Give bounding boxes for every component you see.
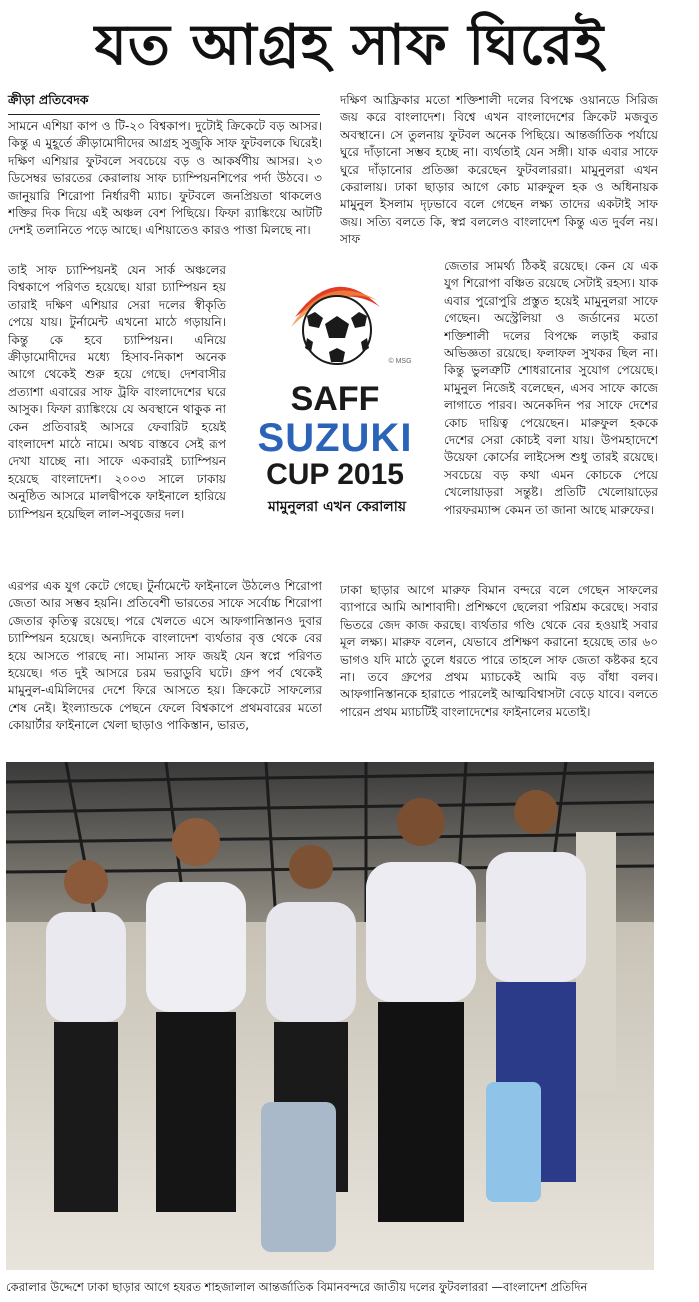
- article-column-right-top: [340, 92, 658, 254]
- byline: ক্রীড়া প্রতিবেদক: [8, 92, 320, 115]
- logo-badge: © MSG: [388, 358, 412, 365]
- football-logo-icon: [285, 272, 385, 372]
- article-column-left-bottom: [8, 578, 322, 750]
- paragraph: সামনে এশিয়া কাপ ও টি-২০ বিশ্বকাপ। দুটোই ক্রিকেটে বড় আসর। কিন্তু এ মুহূর্তে ক্রীড়ামোদীদের আগ্রহ সুজুকি সাফ ফুটবলকে ঘিরেই। দক্ষিণ এশিয়ার ফুটবলে সবচেয়ে বড় ও আকর্ষণীয় আসর। ২৩ ডিসেম্বর ভারতের কেরালায় সাফ চ্যাম্পিয়নশিপের পর্দা উঠবে। ৩ জানুয়ারি শিরোপা নির্ধারণী ম্যাচ। ফুটবলে জনপ্রিয়তা থাকলেও শক্তির দিক দিয়ে এই অঞ্চল বেশ পিছিয়ে। ফিফা র‍্যাঙ্কিংয়ে আটটি দেশই তলানিতে পড়ে আছে। এশিয়াতেও কারও পাত্তা মিলছে না।: [8, 119, 322, 238]
- logo-line-suzuki: SUZUKI: [257, 416, 413, 460]
- logo-line-cup: CUP 2015: [266, 458, 404, 491]
- photo-caption: কেরালার উদ্দেশে ঢাকা ছাড়ার আগে হযরত শাহজালাল আন্তর্জাতিক বিমানবন্দরে জাতীয় দলের ফুটবলাররা —বাংলাদেশ প্রতিদিন: [6, 1280, 588, 1294]
- team-photo: [6, 762, 654, 1270]
- logo-line-saff: SAFF: [290, 380, 380, 418]
- paragraph: তাই সাফ চ্যাম্পিয়নই যেন সার্ক অঞ্চলের বিশ্বকাপে পরিণত হয়েছে। যারা চ্যাম্পিয়ন হয় তারাই দক্ষিণ এশিয়ার সেরা দলের স্বীকৃতি পেয়ে যায়। টুর্নামেন্ট এখনো মাঠে গড়ায়নি। কিন্তু কে হবে চ্যাম্পিয়ন। এনিয়ে ক্রীড়ামোদীদের মধ্যে হিসাব-নিকাশ অনেক আগে থেকেই শুরু হয়ে গেছে। দেশবাসীর প্রত্যাশা এবারের সাফ ট্রফি বাংলাদেশের ঘরে আসুক। ফিফা র‍্যাঙ্কিংয়ে যে অবস্থানে থাকুক না কেন প্রতিবারই আসরে ফেবারিট হয়েই বাংলাদেশ মাঠে নামে। অথচ বাস্তবে সেই রূপ দেখা যাচ্ছে না। সাফে একবারই চ্যাম্পিয়ন হয়েছে বাংলাদেশ। ২০০৩ সালে ঢাকায় অনুষ্ঠিত আসরে মালদ্বীপকে ফাইনালে হারিয়ে চ্যাম্পিয়ন হয়েছিল লাল-সবুজের দল।: [8, 263, 226, 521]
- paragraph: দক্ষিণ আফ্রিকার মতো শক্তিশালী দলের বিপক্ষে ওয়ানডে সিরিজ জয় করে বাংলাদেশ। বিশ্বে এখন বাংলাদেশের ক্রিকেট মজবুত অবস্থানে। সে তুলনায় ফুটবল অনেক পিছিয়ে। আন্তর্জাতিক পর্যায়ে ঘুরে দাঁড়ানো সম্ভব হচ্ছে না। ব্যর্থতাই যেন সঙ্গী। যাক এবার সাফে ঘুরে দাঁড়ানোর প্রতিজ্ঞা করেছেন ফুটবলাররা। মামুনুলরা এখন কেরালায়। ঢাকা ছাড়ার আগে কোচ মারুফুল হক ও অধিনায়ক মামুনুল ইসলাম দৃঢ়ভাবে বলে গেছেন লক্ষ্য তাদের একটাই সাফ জয়। সত্যি বলতে কি, স্বপ্ন বললেও বাংলাদেশ কিন্তু এত দুর্বল নয়। সাফ: [340, 93, 658, 247]
- logo-caption: মামুনুলরা এখন কেরালায়: [267, 499, 407, 515]
- article-column-left-top: [8, 118, 322, 258]
- team-photo-airport-icon: [6, 762, 654, 1270]
- paragraph: এরপর এক যুগ কেটে গেছে। টুর্নামেন্টে ফাইনালে উঠলেও শিরোপা জেতা আর সম্ভব হয়নি। প্রতিবেশী ভারতের সাফে সর্বোচ্চ শিরোপা জেতার কৃতিত্ব রয়েছে। পরে খেলতে এসে আফগানিস্তানও দুবার চ্যাম্পিয়ন হয়েছে। অন্যদিকে বাংলাদেশ ব্যর্থতার বৃত্ত থেকে বের হয়ে আসতে পারছে না। সামান্য সাফ জয়ই যেন স্বপ্নে পরিণত হয়েছে। গত দুই আসরে চরম ভরাডুবি ঘটে। গ্রুপ পর্ব থেকেই মামুনুল-এমিলিদের দেশে ফিরে আসতে হয়। ক্রিকেটে সাফল্যের শেষ নেই। ইংল্যান্ডকে পেছনে ফেলে বিশ্বকাপে প্রথমবারের মতো কোয়ার্টার ফাইনালে খেলা ছাড়াও পাকিস্তান, ভারত,: [8, 579, 322, 733]
- article-column-right-bottom: [340, 582, 658, 750]
- paragraph: জেতার সামর্থ্য ঠিকই রয়েছে। কেন যে এক যুগ শিরোপা বঞ্চিত রয়েছে সেটাই রহস্য। যাক এবার পুরোপুরি প্রস্তুত হয়েই মামুনুলরা সাফে গেছেন। অস্ট্রেলিয়া ও জর্ডানের মতো শক্তিশালী দলের বিপক্ষে লড়াই করার অভিজ্ঞতা রয়েছে। ফলাফল সুখকর ছিল না। কিন্তু ভুলত্রুটি শোধরানোর সুযোগ পেয়েছে। মামুনুল নিজেই বলেছেন, এসব সাফে কাজে লাগাতে পারব। অনেকদিন পর সাফে দেশের কোচ দায়িত্ব পেয়েছেন। মারুফুল হককে দেশের সেরা কোচই বলা যায়। উপমহাদেশে উয়েফা কোর্সের লাইসেন্স শুধু তারই রয়েছে। সবচেয়ে বড় কথা এমন কোচকে পেয়ে খেলোয়াড়রা সন্তুষ্ট। প্রতিটি খেলোয়াড়ের পারফরম্যান্স কেমন তা জানা আছে মারুফের।: [444, 259, 658, 517]
- article-column-right-mid: [444, 258, 658, 582]
- article-column-left-mid: [8, 262, 226, 580]
- headline: যত আগ্রহ সাফ ঘিরেই: [94, 12, 605, 78]
- paragraph: ঢাকা ছাড়ার আগে মারুফ বিমান বন্দরে বলে গেছেন সাফলের ব্যাপারে আমি আশাবাদী। প্রশিক্ষণে ছেলেরা পরিশ্রম করেছে। সবার ভিতরে জেদ কাজ করছে। ব্যর্থতার গণ্ডি থেকে বের হওয়াই সবার মূল লক্ষ্য। মারুফ বলেন, যেভাবে প্রশিক্ষণ করানো হয়েছে তার ৬০ ভাগও যদি মাঠে তুলে ধরতে পারে তাহলে সাফ জেতা কষ্টকর হবে না। তবে গ্রুপের প্রথম ম্যাচকেই আমি বড় বাঁধা বলব। আফগানিস্তানকে হারাতে পারলেই আত্মবিশ্বাসটা বেড়ে যাবে। বলতে পারেন প্রথম ম্যাচটিই বাংলাদেশের ফাইনালের মতোই।: [340, 583, 658, 719]
